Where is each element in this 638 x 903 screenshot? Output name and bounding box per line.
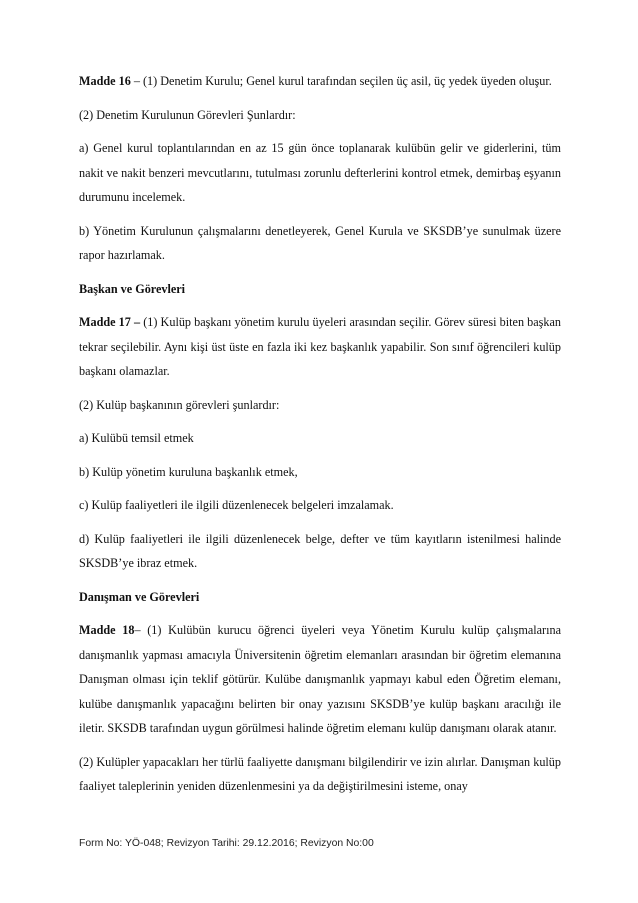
madde-17-item-b: b) Kulüp yönetim kuruluna başkanlık etmek,: [79, 464, 298, 479]
madde-16-text: – (1) Denetim Kurulu; Genel kurul tarafından seçilen üç asil, üç yedek üyeden oluşur.: [130, 74, 552, 88]
madde-18-text: – (1) Kulübün kurucu öğrenci üyeleri veya Yönetim Kurulu kulüp çalışmalarına danışmanlık yapması amacıyla Üniversitenin öğretim elemanları arasından bir öğretim elemanına Danışman olması için teklif götürür. Kulübe danışmanlık yapmayı kabul eden Öğretim elemanı, kulübe danışmanlık yapacağını belirten bir onay yazısını SKSDB’ye kulüp başkanı aracılığı ile iletir. SKSDB tarafından uygun görülmesi halinde öğretim elemanı kulüp danışmanı olarak atanır.: [79, 623, 562, 735]
madde-17-item-2: (2) Kulüp başkanının görevleri şunlardır:: [79, 397, 280, 412]
madde-17-text: (1) Kulüp başkanı yönetim kurulu üyeleri arasından seçilir. Görev süresi biten başkan tekrar seçilebilir. Aynı kişi üst üste en fazla iki kez başkanlık yapabilir. Son sınıf öğrencileri kulüp başkanı olamazlar.: [79, 315, 561, 378]
madde-17-item-c: c) Kulüp faaliyetleri ile ilgili düzenlenecek belgeleri imzalamak.: [79, 498, 394, 512]
madde-18-item-2: (2) Kulüpler yapacakları her türlü faaliyette danışmanı bilgilendirir ve izin alırlar. Danışman kulüp faaliyet taleplerinin yeniden düzenlenmesini ya da değiştirilmesini isteme, onay: [79, 754, 561, 793]
document-page: [79, 69, 561, 808]
madde-16-paragraph: [79, 69, 561, 94]
madde-17-paragraph: [79, 310, 561, 384]
section-heading-baskan: Başkan ve Görevleri: [79, 281, 186, 296]
section-heading-danisman: Danışman ve Görevleri: [79, 589, 200, 604]
madde-16-label: Madde 16: [79, 74, 131, 88]
form-footer: Form No: YÖ-048; Revizyon Tarihi: 29.12.2016; Revizyon No:00: [79, 838, 374, 849]
madde-18-label: Madde 18: [79, 623, 135, 637]
madde-16-item-a: a) Genel kurul toplantılarından en az 15 gün önce toplanarak kulübün gelir ve giderlerini, tüm nakit ve nakit benzeri mevcutlarını, tutulması zorunlu defterlerini kontrol etmek, demirbaş eşyanın durumunu incelemek.: [79, 141, 561, 204]
madde-16-item-b: b) Yönetim Kurulunun çalışmalarını denetleyerek, Genel Kurula ve SKSDB’ye sunulmak üzere rapor hazırlamak.: [79, 223, 561, 262]
madde-16-item-2: (2) Denetim Kurulunun Görevleri Şunlardır:: [79, 107, 296, 122]
madde-17-item-d: d) Kulüp faaliyetleri ile ilgili düzenlenecek belge, defter ve tüm kayıtların istenilmesi halinde SKSDB’ye ibraz etmek.: [79, 531, 561, 570]
madde-18-paragraph: [79, 618, 561, 741]
madde-17-item-a: a) Kulübü temsil etmek: [79, 431, 194, 445]
madde-17-label: Madde 17 –: [79, 315, 141, 329]
